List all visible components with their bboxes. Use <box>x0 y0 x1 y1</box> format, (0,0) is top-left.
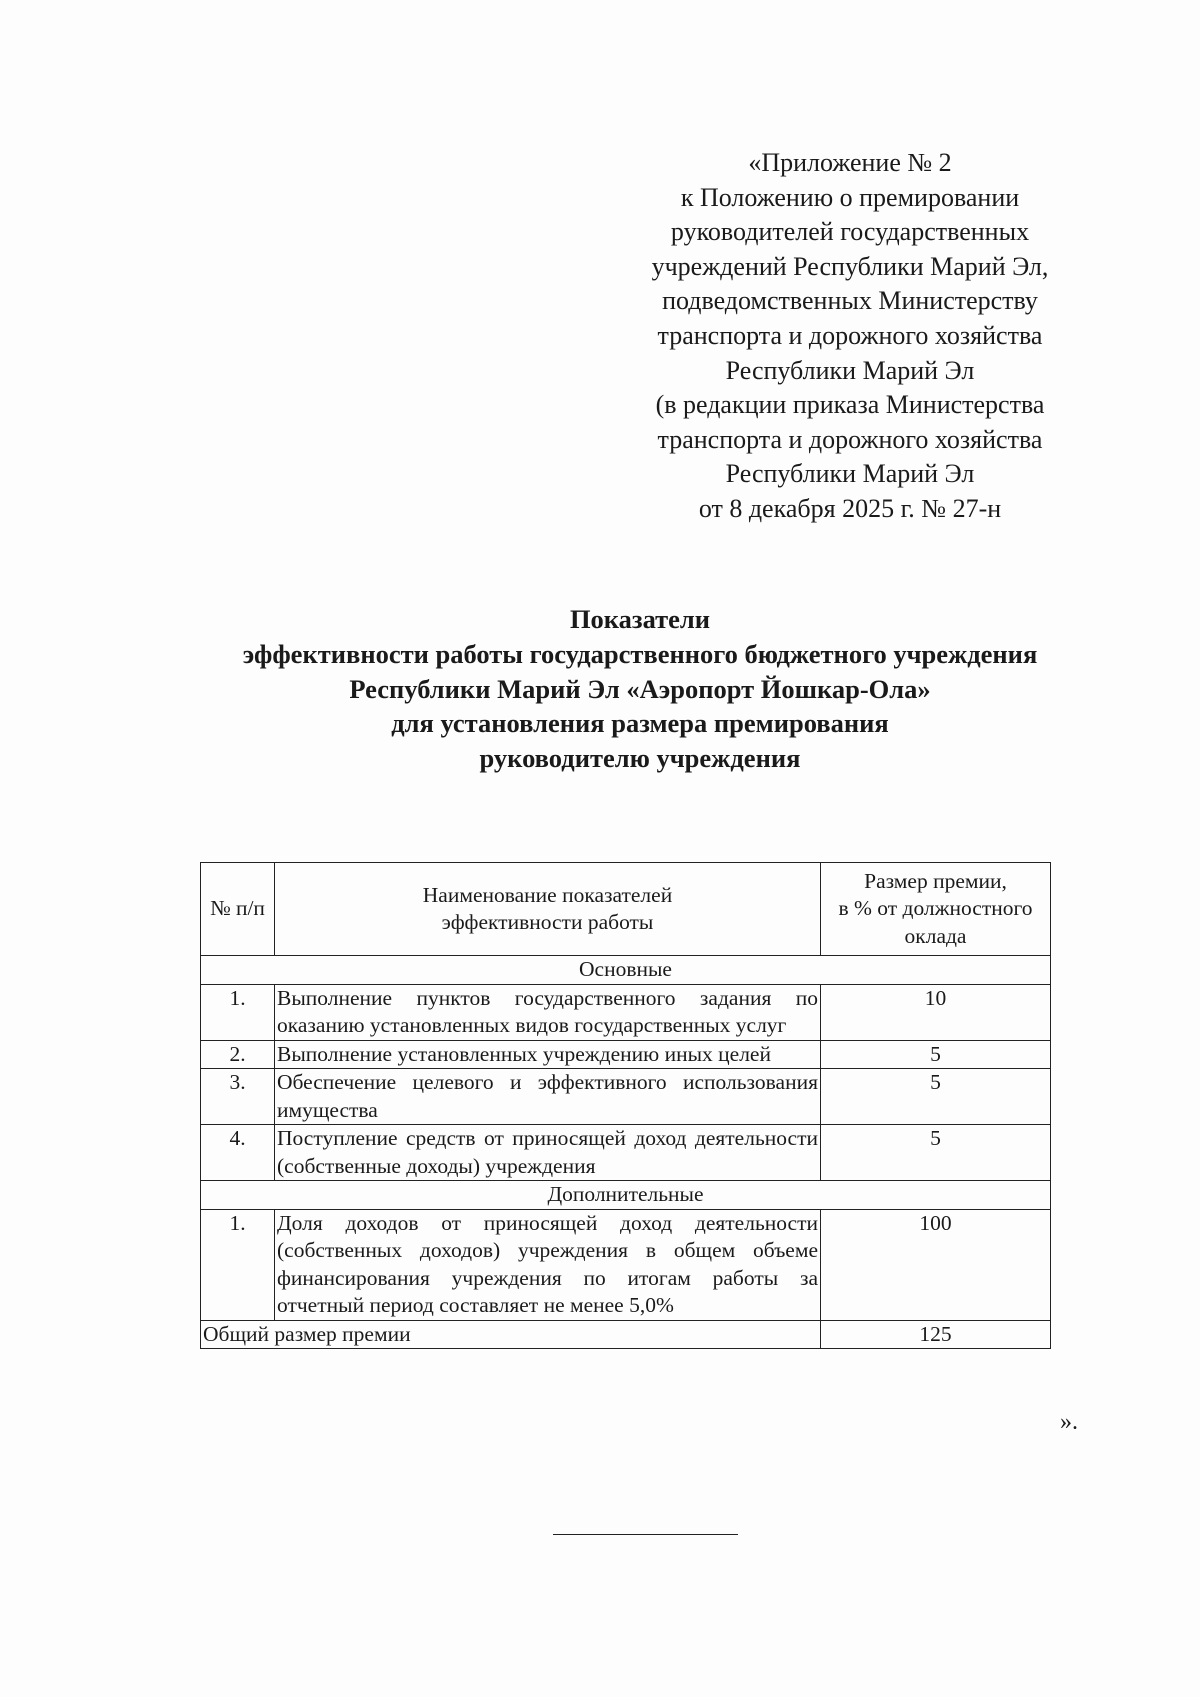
table-row <box>201 1069 1051 1125</box>
appendix-line: транспорта и дорожного хозяйства <box>657 320 1043 350</box>
row-indicator-name: Доля доходов от приносящей доход деятельности (собственных доходов) учреждения в общем объеме финансирования учреждения по итогам работы за отчетный период составляет не менее 5,0% <box>275 1209 821 1320</box>
appendix-line: Республики Марий Эл <box>725 459 975 489</box>
total-label: Общий размер премии <box>201 1320 821 1349</box>
row-number: 3. <box>201 1069 275 1125</box>
title-line: Республики Марий Эл «Аэропорт Йошкар-Ола» <box>349 673 931 704</box>
appendix-line: руководителей государственных <box>670 217 1030 247</box>
appendix-line: транспорта и дорожного хозяйства <box>657 424 1043 454</box>
total-value: 125 <box>821 1320 1051 1349</box>
header-size-line: оклада <box>904 923 967 948</box>
title-line: эффективности работы государственного бюджетного учреждения <box>242 638 1038 669</box>
title-line: для установления размера премирования <box>391 708 889 739</box>
appendix-line: от 8 декабря 2025 г. № 27-н <box>698 493 1002 523</box>
row-number: 2. <box>201 1040 275 1069</box>
section-row <box>201 956 1051 985</box>
row-bonus-value: 100 <box>821 1209 1051 1320</box>
header-size-line: в % от должностного <box>838 896 1033 921</box>
table-row <box>201 984 1051 1040</box>
appendix-line: учреждений Республики Марий Эл, <box>651 251 1049 281</box>
header-bonus-size <box>821 863 1051 956</box>
document-title <box>160 602 1120 776</box>
title-line: Показатели <box>569 604 711 634</box>
row-indicator-name: Выполнение установленных учреждению иных целей <box>275 1040 821 1069</box>
row-bonus-value: 5 <box>821 1040 1051 1069</box>
row-indicator-name: Выполнение пунктов государственного задания по оказанию установленных видов государственных услуг <box>275 984 821 1040</box>
appendix-line: «Приложение № 2 <box>748 148 952 177</box>
row-number: 4. <box>201 1125 275 1181</box>
row-number: 1. <box>201 1209 275 1320</box>
header-number: № п/п <box>201 863 275 956</box>
header-name-line: эффективности работы <box>441 910 654 934</box>
row-bonus-value: 5 <box>821 1125 1051 1181</box>
section-row <box>201 1181 1051 1210</box>
header-name-line: Наименование показателей <box>422 882 673 907</box>
header-indicator-name <box>275 863 821 956</box>
table-header-row <box>201 863 1051 956</box>
appendix-line: к Положению о премировании <box>680 182 1020 212</box>
section-title-additional: Дополнительные <box>201 1181 1051 1210</box>
appendix-line: Республики Марий Эл <box>725 355 975 385</box>
header-size-line: Размер премии, <box>864 868 1007 893</box>
total-row <box>201 1320 1051 1349</box>
row-number: 1. <box>201 984 275 1040</box>
closing-quote-mark: ». <box>1060 1409 1078 1435</box>
title-line: руководителю учреждения <box>479 743 801 774</box>
table-row <box>201 1209 1051 1320</box>
table-row <box>201 1040 1051 1069</box>
indicators-table <box>200 862 1051 1349</box>
appendix-header <box>620 146 1080 527</box>
row-bonus-value: 5 <box>821 1069 1051 1125</box>
section-title-main: Основные <box>201 956 1051 985</box>
row-bonus-value: 10 <box>821 984 1051 1040</box>
appendix-line: подведомственных Министерству <box>662 286 1038 316</box>
row-indicator-name: Поступление средств от приносящей доход деятельности (собственные доходы) учреждения <box>275 1125 821 1181</box>
end-divider-line <box>553 1534 738 1535</box>
row-indicator-name: Обеспечение целевого и эффективного использования имущества <box>275 1069 821 1125</box>
appendix-line: (в редакции приказа Министерства <box>655 390 1045 420</box>
table-row <box>201 1125 1051 1181</box>
